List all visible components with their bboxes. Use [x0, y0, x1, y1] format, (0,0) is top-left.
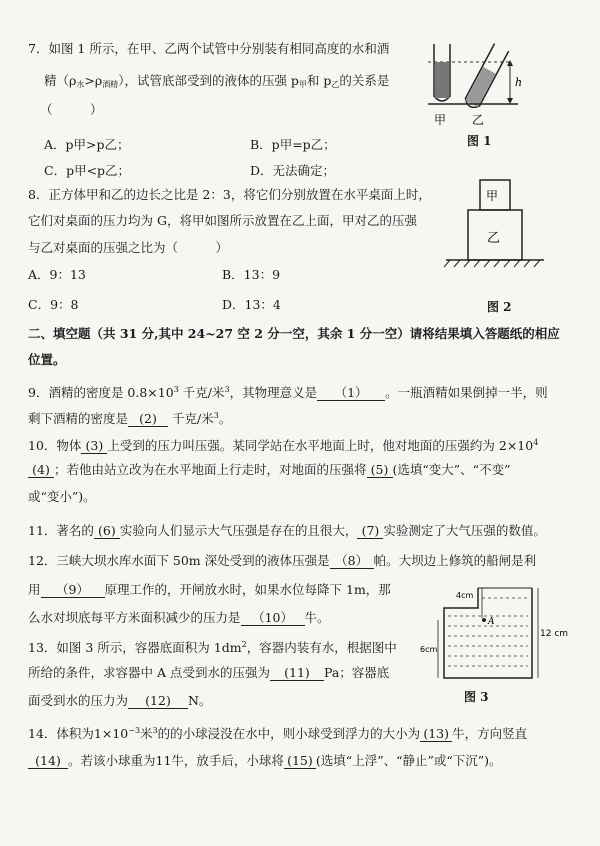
figure-3-caption: 图 3: [464, 690, 489, 704]
label-a: A: [488, 617, 495, 627]
q9-line2: 剩下酒精的密度是 (2) 千克/米$^3$。: [28, 411, 232, 426]
blank-14[interactable]: (14): [28, 753, 68, 769]
q8-stem-line2: 它们对桌面的压力均为 G，将甲如图所示放置在乙上面，甲对乙的压强: [28, 213, 417, 228]
blank-3[interactable]: (3): [81, 438, 107, 454]
label-jia: 甲: [486, 189, 499, 203]
table-hatch: [444, 260, 540, 267]
q10-line2: (4) ；若他由站立改为在水平地面上行走时，对地面的压强将 (5) (选填“变大”、“不变”: [28, 461, 510, 479]
blank-15[interactable]: (15): [284, 753, 316, 769]
label-12cm: 12 cm: [540, 629, 568, 639]
q13-line3: 面受到水的压力为 (12) N。: [28, 693, 212, 708]
q8-stem-line3: 与乙对桌面的压强之比为（ ）: [28, 240, 229, 255]
label-yi: 乙: [472, 113, 485, 127]
point-a: [482, 618, 486, 622]
label-jia: 甲: [434, 113, 447, 127]
blank-11[interactable]: (11): [270, 665, 324, 681]
q7-answer-paren: （ ）: [40, 102, 103, 117]
blank-5[interactable]: (5): [367, 462, 393, 478]
q12-line3: 么水对坝底每平方米面积减少的压力是 （10） 牛。: [28, 610, 330, 625]
height-label-h: h: [515, 76, 523, 89]
q8-option-d: D．13：4: [222, 297, 281, 312]
blank-1[interactable]: （1）: [317, 385, 385, 401]
blank-13[interactable]: (13): [420, 726, 452, 742]
q9-line1: 9．酒精的密度是 $0.8\times 10^3$ 千克/米$^3$，其物理意义是 （1） 。一瓶酒精如果倒掉一半，则: [28, 385, 548, 400]
blank-9[interactable]: （9）: [41, 582, 105, 598]
q14-line1: 14．体积为$1\times 10^{-3}$米$^3$的的小球浸没在水中，则小球受到浮力的大小为 (13) 牛，方向竖直: [28, 726, 528, 741]
q7-stem-line1: 7．如图 1 所示，在甲、乙两个试管中分别装有相同高度的水和酒: [28, 41, 390, 56]
q8-option-c: C．9：8: [28, 297, 79, 312]
q12-line2: 用 （9） 原理工作的，开闸放水时，如果水位每降下 1m，那: [28, 582, 391, 597]
q13-line1: 13．如图 3 所示，容器底面积为 $1dm^2$，容器内装有水，根据图中: [28, 640, 397, 655]
q7-option-a: A．p甲>p乙；: [44, 137, 130, 152]
blank-6[interactable]: (6): [94, 523, 120, 539]
q7-stem-line2: 精$(\rho_水>\rho_{酒精})$，试管底部受到的液体的压强 $p_甲$和 $p_乙$的关系是: [44, 73, 390, 89]
tube-yi: [463, 44, 509, 111]
blank-10[interactable]: （10）: [241, 610, 305, 626]
q7-option-c: C．p甲<p乙；: [44, 163, 131, 178]
liquid-water: [435, 62, 449, 98]
figure-2-cubes: [440, 170, 550, 280]
figure-1-caption: 图 1: [467, 134, 492, 148]
q13-line2: 所给的条件，求容器中 A 点受到水的压强为 (11) Pa；容器底: [28, 665, 390, 680]
q8-option-b: B．13：9: [222, 267, 281, 282]
label-6cm: 6cm: [420, 645, 438, 654]
blank-12[interactable]: (12): [128, 693, 188, 709]
label-yi: 乙: [487, 231, 501, 246]
blank-8[interactable]: （8）: [330, 553, 374, 569]
container-outline: [444, 588, 532, 678]
label-4cm: 4cm: [456, 591, 474, 600]
figure-3-container: [418, 580, 568, 684]
q10-line3: 或“变小”)。: [28, 489, 96, 504]
blank-4[interactable]: (4): [28, 462, 54, 478]
q10-line1: 10．物体 (3) 上受到的压力叫压强。某同学站在水平地面上时，他对地面的压强约为 $2\times 10^4$: [28, 438, 539, 453]
q7-option-b: B．p甲=p乙；: [250, 137, 336, 152]
q7-option-d: D．无法确定；: [250, 163, 336, 178]
q8-option-a: A．9：13: [28, 267, 86, 282]
q8-stem-line1: 8．正方体甲和乙的边长之比是 2：3，将它们分别放置在水平桌面上时，: [28, 187, 431, 202]
section-2-heading: 二、填空题（共 31 分,其中 24~27 空 2 分一空，其余 1 分一空）请将结果填入答题纸的相应: [28, 326, 560, 341]
section-2-heading-line2: 位置。: [28, 352, 66, 367]
q14-line2: (14) 。若该小球重为11牛，放手后，小球将 (15) (选填“上浮”、“静止”或“下沉”)。: [28, 752, 502, 770]
q11-line: 11．著名的 (6) 实验向人们显示大气压强是存在的且很大， (7) 实验测定了大气压强的数值。: [28, 523, 546, 538]
figure-2-caption: 图 2: [487, 300, 512, 314]
blank-2[interactable]: (2): [128, 411, 168, 427]
q12-line1: 12．三峡大坝水库水面下 50m 深处受到的液体压强是 （8） 帕。大坝边上修筑的船闸是利: [28, 553, 537, 568]
blank-7[interactable]: (7): [357, 523, 383, 539]
